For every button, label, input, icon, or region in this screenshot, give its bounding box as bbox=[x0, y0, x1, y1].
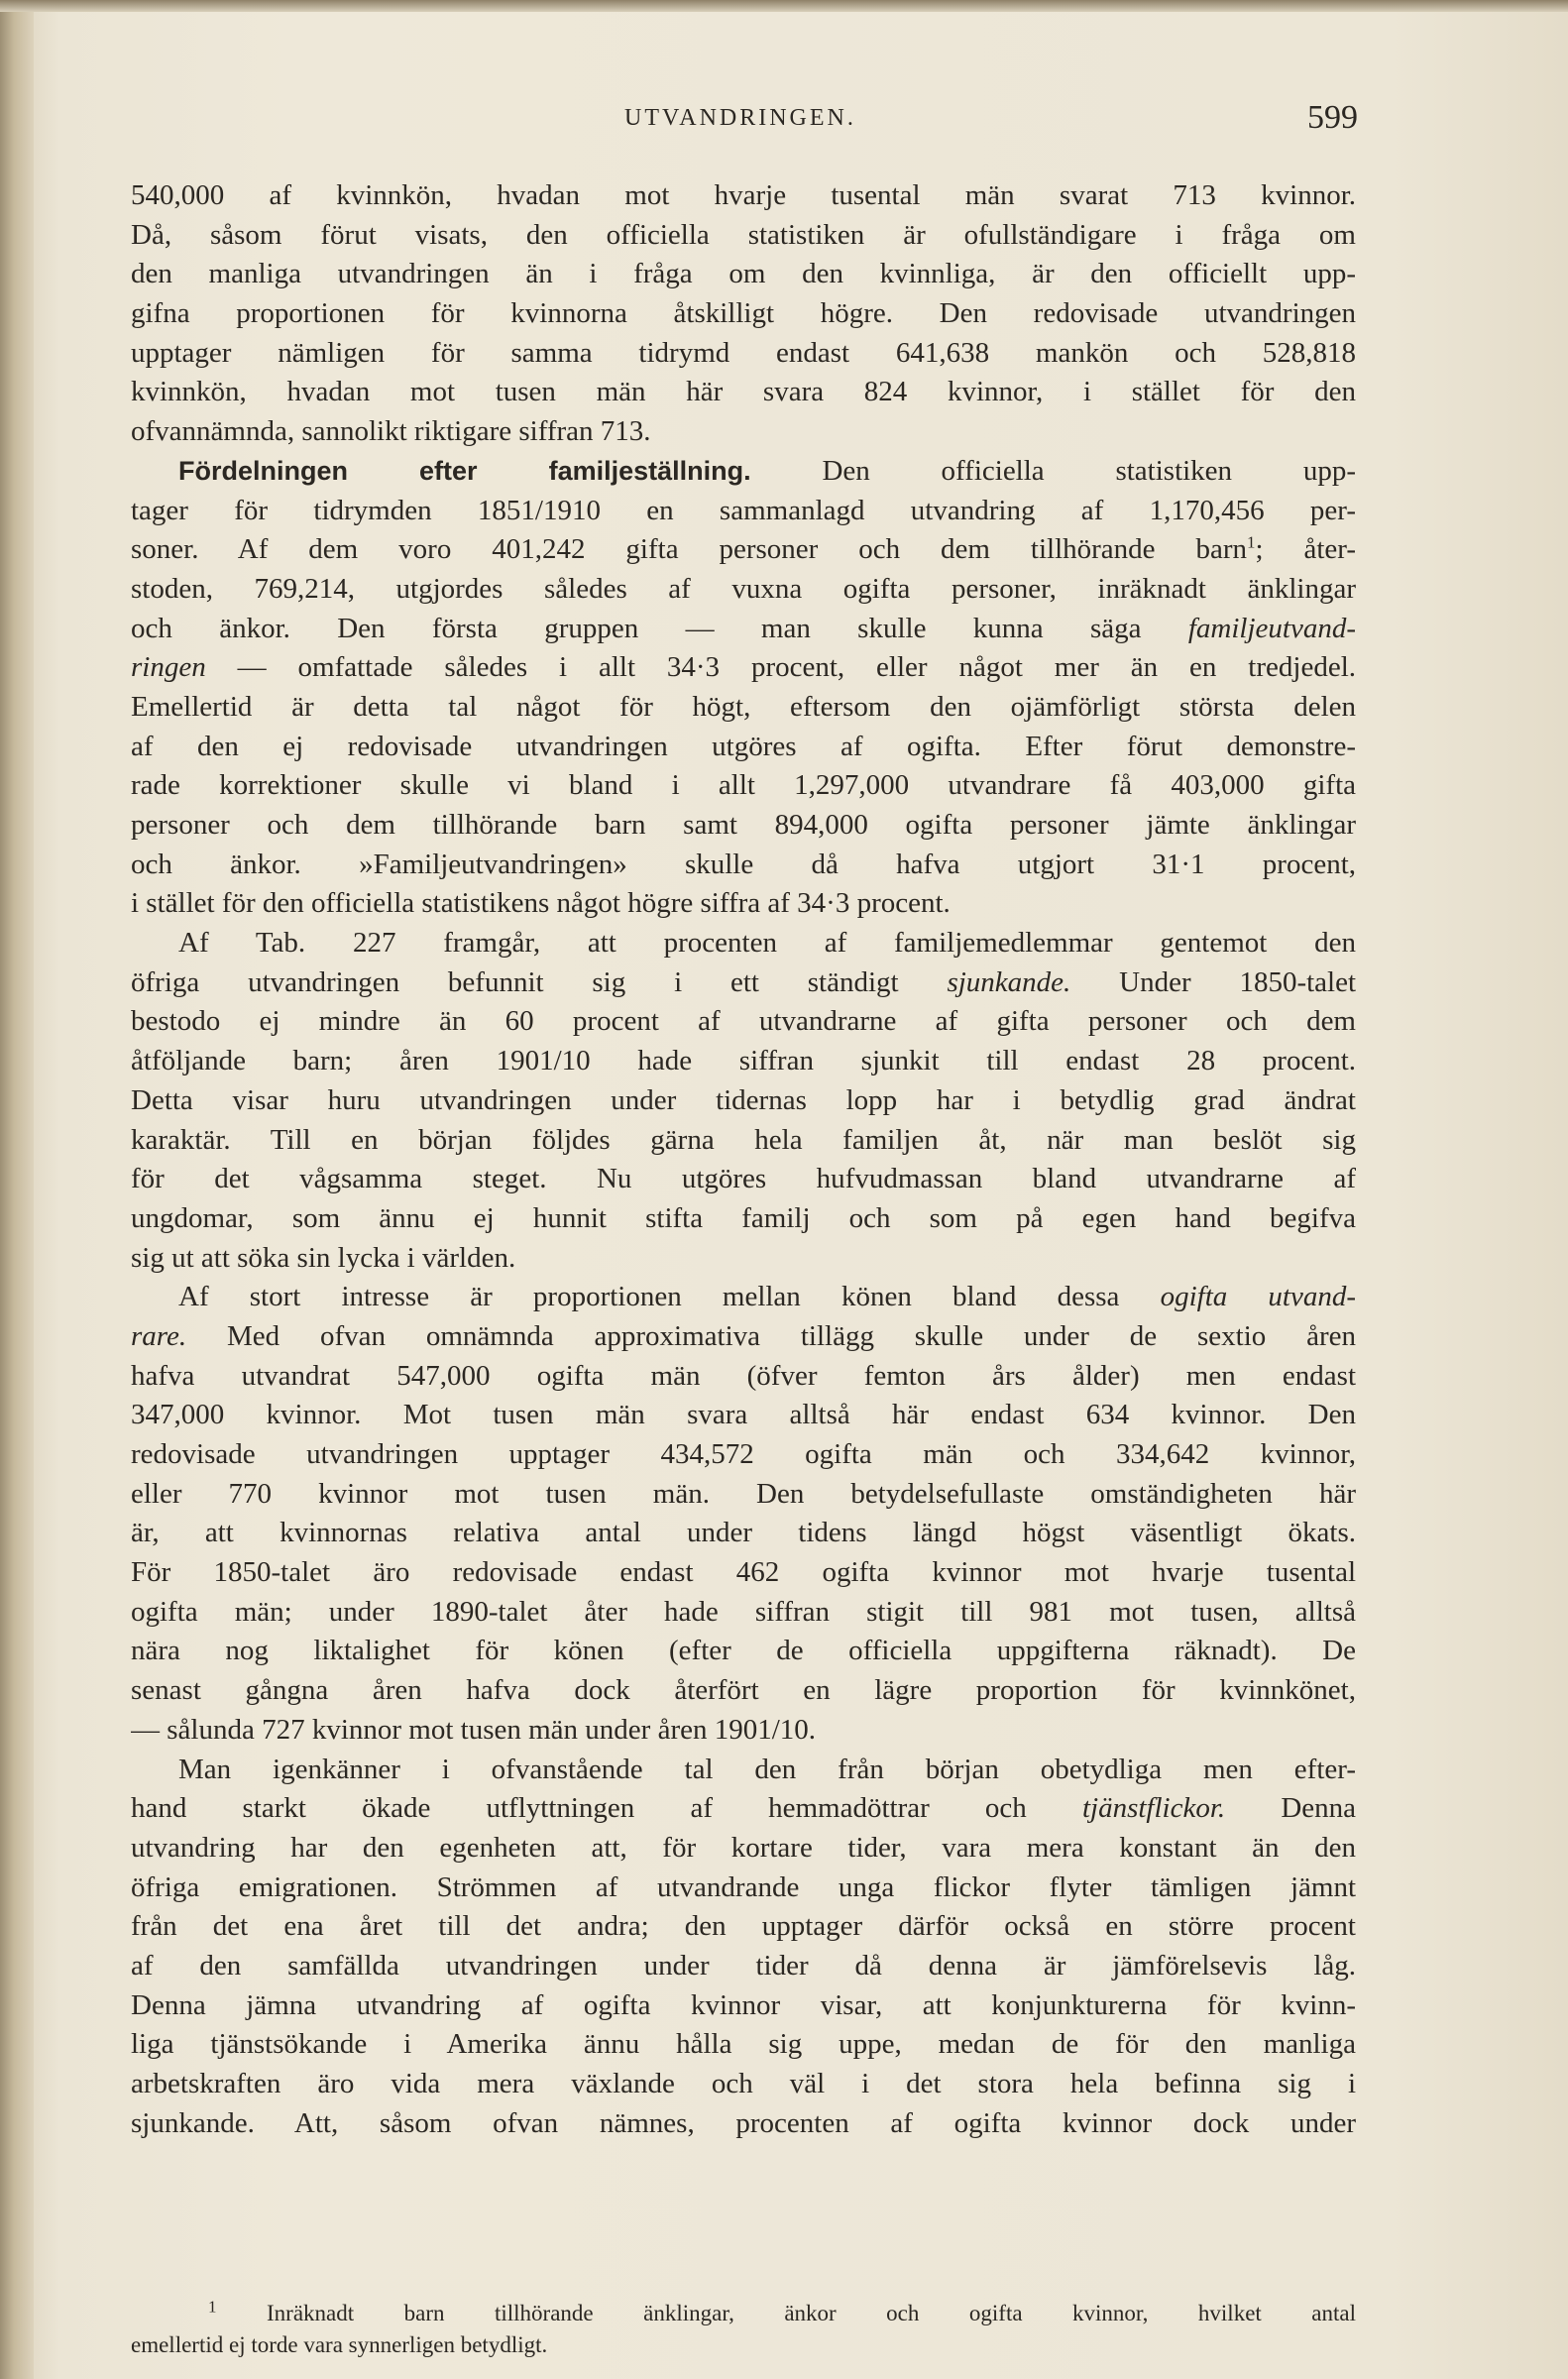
text-line: Man igenkänner i ofvanstående tal den från början obetydliga men efter- bbox=[178, 1753, 1356, 1785]
section-heading: Fördelningen efter familjeställning. bbox=[178, 455, 751, 486]
text-line: den manliga utvandringen än i fråga om den kvinnliga, är den officiellt upp- bbox=[131, 258, 1356, 290]
text-line: från det ena året till det andra; den upptager därför också en större procent bbox=[131, 1910, 1356, 1943]
body-text bbox=[131, 176, 1356, 2143]
text-span: och änkor. Den första gruppen — man skulle kunna säga bbox=[131, 612, 1142, 644]
text-line: bestodo ej mindre än 60 procent af utvandrarne af gifta personer och dem bbox=[131, 1005, 1356, 1038]
text-line bbox=[131, 530, 1356, 570]
text-span: Inräknadt barn tillhörande änklingar, änkor och ogifta kvinnor, hvilket antal bbox=[267, 2301, 1356, 2325]
text-span: Med ofvan omnämnda approximativa tillägg skulle under de sextio åren bbox=[226, 1319, 1356, 1352]
footnote-ref: 1 bbox=[1246, 532, 1256, 552]
italic-term: familjeutvand- bbox=[1187, 612, 1356, 644]
text-line: stoden, 769,214, utgjordes således af vuxna ogifta personer, inräknadt änklingar bbox=[131, 572, 1356, 605]
text-line: för det vågsamma steget. Nu utgöres hufvudmassan bland utvandrarne af bbox=[131, 1163, 1356, 1195]
text-line: ofvannämnda, sannolikt riktigare siffran 713. bbox=[131, 415, 651, 448]
text-line: af den samfällda utvandringen under tider då denna är jämförelsevis låg. bbox=[131, 1949, 1356, 1982]
text-span: ; åter- bbox=[1255, 533, 1356, 566]
text-line: af den ej redovisade utvandringen utgöres af ogifta. Efter förut demonstre- bbox=[131, 730, 1356, 762]
italic-term: sjunkande. bbox=[947, 965, 1071, 998]
text-line: personer och dem tillhörande barn samt 894,000 ogifta personer jämte änklingar bbox=[131, 809, 1356, 841]
footnote bbox=[131, 2298, 1356, 2361]
text-line: hafva utvandrat 547,000 ogifta män (öfver femton års ålder) men endast bbox=[131, 1359, 1356, 1392]
text-line bbox=[131, 963, 1356, 1003]
text-span: Den officiella statistiken upp- bbox=[822, 454, 1356, 487]
footnote-marker: 1 bbox=[208, 2298, 217, 2317]
text-span: Af stort intresse är proportionen mellan könen bland dessa bbox=[178, 1281, 1120, 1313]
text-line: För 1850-talet äro redovisade endast 462 ogifta kvinnor mot hvarje tusental bbox=[131, 1556, 1356, 1589]
footnote-line bbox=[131, 2298, 1356, 2329]
italic-term: ringen bbox=[131, 651, 206, 684]
text-line bbox=[131, 1317, 1356, 1357]
text-line bbox=[131, 1278, 1356, 1317]
text-line bbox=[131, 1789, 1356, 1829]
text-line: Detta visar huru utvandringen under tidernas lopp har i betydlig grad ändrat bbox=[131, 1083, 1356, 1116]
text-line: liga tjänstsökande i Amerika ännu hålla sig uppe, medan de för den manliga bbox=[131, 2028, 1356, 2061]
italic-term: ogifta utvand- bbox=[1160, 1281, 1356, 1313]
text-line: i stället för den officiella statistikens något högre siffra af 34·3 procent. bbox=[131, 887, 951, 920]
footnote-line: emellertid ej torde vara synnerligen betydligt. bbox=[131, 2332, 548, 2357]
text-span: hand starkt ökade utflyttningen af hemmadöttrar och bbox=[131, 1792, 1027, 1825]
text-line: Emellertid är detta tal något för högt, eftersom den ojämförligt största delen bbox=[131, 690, 1356, 723]
text-line: tager för tidrymden 1851/1910 en sammanlagd utvandring af 1,170,456 per- bbox=[131, 494, 1356, 526]
page-header bbox=[129, 99, 1358, 139]
italic-term: rare. bbox=[131, 1319, 187, 1352]
text-line: — sålunda 727 kvinnor mot tusen män under åren 1901/10. bbox=[131, 1713, 817, 1746]
text-line: Denna jämna utvandring af ogifta kvinnor visar, att konjunkturerna för kvinn- bbox=[131, 1988, 1356, 2021]
page-number: 599 bbox=[1307, 99, 1358, 136]
text-line: sig ut att söka sin lycka i världen. bbox=[131, 1241, 516, 1274]
text-line bbox=[131, 452, 1356, 492]
text-line: Af Tab. 227 framgår, att procenten af familjemedlemmar gentemot den bbox=[178, 927, 1356, 960]
text-line: rade korrektioner skulle vi bland i allt 1,297,000 utvandrare få 403,000 gifta bbox=[131, 769, 1356, 802]
text-line: nära nog liktalighet för könen (efter de officiella uppgifterna räknadt). De bbox=[131, 1635, 1356, 1667]
text-line: karaktär. Till en början följdes gärna hela familjen åt, när man beslöt sig bbox=[131, 1123, 1356, 1156]
text-line: öfriga emigrationen. Strömmen af utvandrande unga flickor flyter tämligen jämnt bbox=[131, 1870, 1356, 1903]
text-span: öfriga utvandringen befunnit sig i ett ständigt bbox=[131, 965, 899, 998]
text-line: upptager nämligen för samma tidrymd endast 641,638 mankön och 528,818 bbox=[131, 336, 1356, 369]
italic-term: tjänstflickor. bbox=[1081, 1792, 1226, 1825]
text-line: och änkor. »Familjeutvandringen» skulle då hafva utgjort 31·1 procent, bbox=[131, 848, 1356, 880]
text-line: ogifta män; under 1890-talet åter hade siffran stigit till 981 mot tusen, alltså bbox=[131, 1595, 1356, 1628]
page-top-edge bbox=[0, 0, 1568, 12]
text-line bbox=[131, 610, 1356, 649]
text-span: Denna bbox=[1281, 1792, 1356, 1825]
text-span: soner. Af dem voro 401,242 gifta personer och dem tillhörande barn bbox=[131, 533, 1247, 566]
text-line: redovisade utvandringen upptager 434,572 ogifta män och 334,642 kvinnor, bbox=[131, 1438, 1356, 1470]
text-span: — omfattade således i allt 34·3 procent, eller något mer än en tredjedel. bbox=[237, 651, 1356, 684]
text-span: Under 1850-talet bbox=[1119, 965, 1356, 998]
text-line: Då, såsom förut visats, den officiella statistiken är ofullständigare i fråga om bbox=[131, 218, 1356, 251]
text-line: är, att kvinnornas relativa antal under tidens längd högst väsentligt ökats. bbox=[131, 1517, 1356, 1549]
text-line: 347,000 kvinnor. Mot tusen män svara alltså här endast 634 kvinnor. Den bbox=[131, 1399, 1356, 1431]
text-line: senast gångna åren hafva dock återfört en lägre proportion för kvinnkönet, bbox=[131, 1674, 1356, 1707]
running-head: UTVANDRINGEN. bbox=[624, 105, 856, 131]
text-line: gifna proportionen för kvinnorna åtskilligt högre. Den redovisade utvandringen bbox=[131, 297, 1356, 330]
text-line: 540,000 af kvinnkön, hvadan mot hvarje tusental män svarat 713 kvinnor. bbox=[131, 179, 1356, 211]
text-line: kvinnkön, hvadan mot tusen män här svara 824 kvinnor, i stället för den bbox=[131, 376, 1356, 408]
text-line: åtföljande barn; åren 1901/10 hade siffran sjunkit till endast 28 procent. bbox=[131, 1045, 1356, 1077]
text-line: ungdomar, som ännu ej hunnit stifta familj och som på egen hand begifva bbox=[131, 1201, 1356, 1234]
text-line: arbetskraften äro vida mera växlande och väl i det stora hela befinna sig i bbox=[131, 2068, 1356, 2099]
book-gutter bbox=[0, 0, 34, 2379]
text-line: eller 770 kvinnor mot tusen män. Den betydelsefullaste omständigheten här bbox=[131, 1477, 1356, 1510]
text-line: sjunkande. Att, såsom ofvan nämnes, procenten af ogifta kvinnor dock under bbox=[131, 2106, 1356, 2139]
text-line bbox=[131, 648, 1356, 688]
text-line: utvandring har den egenheten att, för kortare tider, vara mera konstant än den bbox=[131, 1831, 1356, 1864]
